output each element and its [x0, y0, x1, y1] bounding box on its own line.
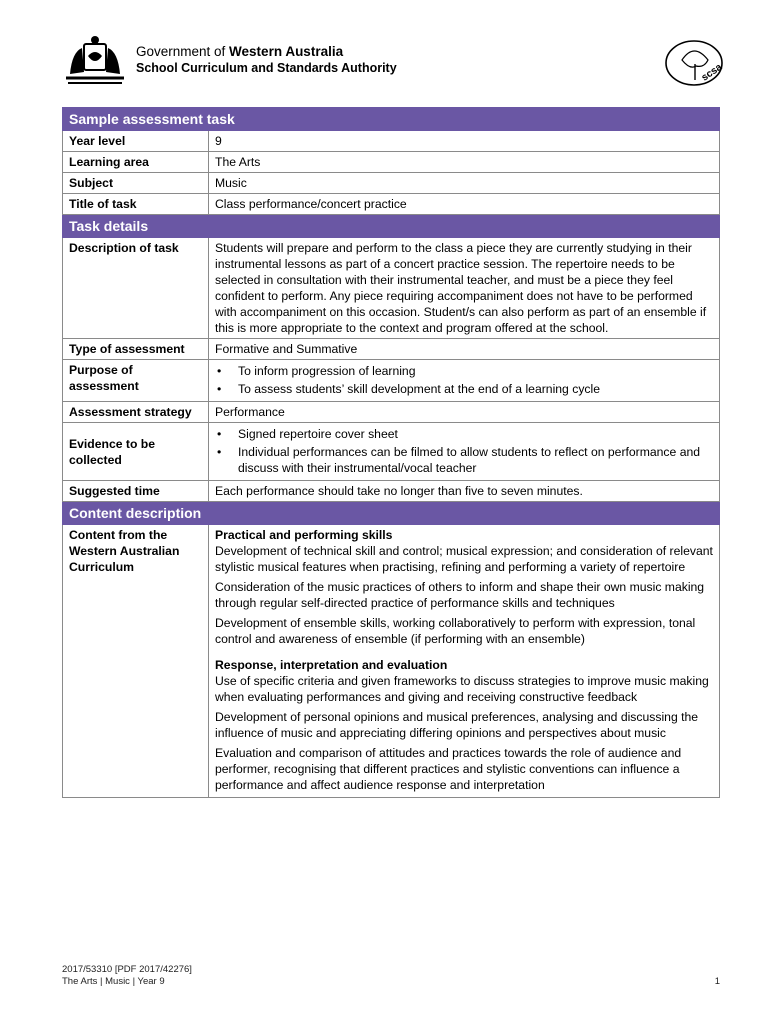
row-description: Description of task Students will prepare and perform to the class a piece they are currently studying in their instrumental lessons as part of a concert practice session. The repertoire needs to be selected in consultation with their instrumental teacher, and must be a piece they feel confident to perform. Any piece requiring accompaniment does not have to be performed with accompaniment on this occasion. Student/s can also perform as part of an ensemble if this is more appropriate to the context and program offered at the school. — [63, 238, 720, 339]
section-content-description: Content description — [63, 502, 720, 525]
page-header — [62, 34, 724, 92]
content-heading-response: Response, interpretation and evaluation — [215, 658, 448, 672]
wa-coat-of-arms-icon — [62, 34, 128, 86]
section-task-details: Task details — [63, 215, 720, 238]
document-path: The Arts | Music | Year 9 — [62, 976, 165, 987]
row-assessment-strategy: Assessment strategy Performance — [63, 402, 720, 423]
list-item: • To assess students’ skill development at the end of a learning cycle — [215, 381, 713, 397]
page-footer — [62, 964, 720, 988]
list-item: • To inform progression of learning — [215, 363, 713, 379]
content-heading-practical: Practical and performing skills — [215, 528, 393, 542]
content-paragraph: Development of technical skill and control; musical expression; and consideration of relevant stylistic musical features when practising, refining and performing a variety of repertoire — [215, 544, 713, 574]
row-year-level: Year level 9 — [63, 131, 720, 152]
page-number: 1 — [714, 976, 720, 987]
list-item: • Signed repertoire cover sheet — [215, 426, 713, 442]
list-item: • Individual performances can be filmed to allow students to reflect on performance and discuss with their instrumental/vocal teacher — [215, 444, 713, 476]
row-subject: Subject Music — [63, 173, 720, 194]
row-content: Content from the Western Australian Curriculum Practical and performing skills Development of technical skill and control; musical expression; and consideration of relevant stylistic musical features when practising, refining and performing a variety of repertoire Consideration of the music practices of others to inform and shape their own music making through regular self-directed practice of performance skills and techniques Development of ensemble skills, working collaboratively to perform with expression, tonal control and awareness of ensemble (if performing with an ensemble) Response, interpretation and evaluation Use of specific criteria and given frameworks to discuss strategies to improve music making when evaluating performances and giving and receiving constructive feedback Development of personal opinions and musical preferences, analysing and discussing the influence of music and appreciating differing opinions and perspectives about music Evaluation and comparison of attitudes and practices towards the role of audience and performer, recognising that different practices and stylistic conventions can influence a performance and affect audience response and interpretation — [63, 525, 720, 798]
row-type-of-assessment: Type of assessment Formative and Summative — [63, 339, 720, 360]
document-reference: 2017/53310 [PDF 2017/42276] — [62, 964, 192, 975]
content-paragraph: Development of ensemble skills, working collaboratively to perform with expression, tonal control and awareness of ensemble (if performing with an ensemble) — [215, 616, 696, 646]
row-purpose: Purpose of assessment • To inform progression of learning • To assess students’ skill development at the end of a learning cycle — [63, 360, 720, 402]
row-suggested-time: Suggested time Each performance should take no longer than five to seven minutes. — [63, 481, 720, 502]
assessment-table — [62, 107, 720, 798]
content-paragraph: Use of specific criteria and given frameworks to discuss strategies to improve music making when evaluating performances and giving and receiving constructive feedback — [215, 674, 709, 704]
row-learning-area: Learning area The Arts — [63, 152, 720, 173]
content-paragraph: Evaluation and comparison of attitudes and practices towards the role of audience and performer, recognising that different practices and stylistic conventions can influence a performance and affect audience response and interpretation — [215, 746, 682, 792]
row-evidence: Evidence to be collected • Signed repertoire cover sheet • Individual performances can be filmed to allow students to reflect on performance and discuss with their instrumental/vocal teacher — [63, 423, 720, 481]
content-paragraph: Development of personal opinions and musical preferences, analysing and discussing the influence of music and appreciating differing opinions and perspectives about music — [215, 710, 699, 740]
scsa-logo-icon — [664, 38, 724, 88]
government-title: Government of Western Australia School Curriculum and Standards Authority — [136, 44, 397, 75]
section-sample-assessment: Sample assessment task — [63, 108, 720, 131]
content-paragraph: Consideration of the music practices of others to inform and shape their own music making through regular self-directed practice of performance skills and techniques — [215, 580, 705, 610]
row-title-of-task: Title of task Class performance/concert practice — [63, 194, 720, 215]
svg-text:scsa: scsa — [699, 61, 724, 84]
